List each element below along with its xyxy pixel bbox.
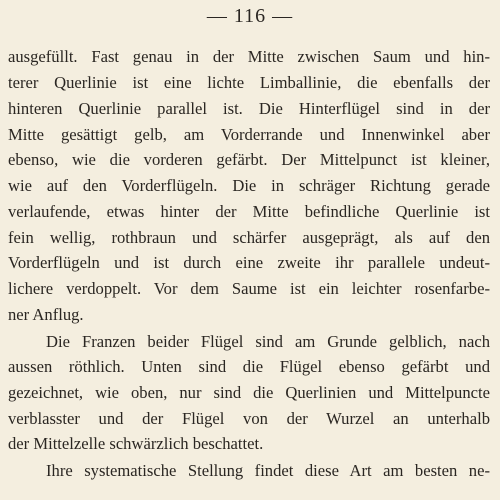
text-line: Ihre systematische Stellung findet diese Art am besten ne- — [46, 461, 490, 480]
text-line: ner Anflug. — [8, 305, 84, 324]
text-line: verblasster und der Flügel von der Wurzel an unterhalb — [8, 409, 490, 428]
text-line: hinteren Querlinie parallel ist. Die Hinterflügel sind in der — [8, 99, 490, 118]
text-line: Mitte gesättigt gelb, am Vorderrande und Innenwinkel aber — [8, 125, 490, 144]
text-line: gezeichnet, wie oben, nur sind die Querlinien und Mittelpuncte — [8, 383, 490, 402]
text-line: ausgefüllt. Fast genau in der Mitte zwischen Saum und hin- — [8, 47, 490, 66]
text-line: Die Franzen beider Flügel sind am Grunde gelblich, nach — [46, 332, 490, 351]
text-line: terer Querlinie ist eine lichte Limballinie, die ebenfalls der — [8, 73, 490, 92]
text-line: wie auf den Vorderflügeln. Die in schräger Richtung gerade — [8, 176, 490, 195]
text-line: ebenso, wie die vorderen gefärbt. Der Mittelpunct ist kleiner, — [8, 150, 490, 169]
text-line: aussen röthlich. Unten sind die Flügel ebenso gefärbt und — [8, 357, 490, 376]
text-line: verlaufende, etwas hinter der Mitte befindliche Querlinie ist — [8, 202, 490, 221]
text-line: fein wellig, rothbraun und schärfer ausgeprägt, als auf den — [8, 228, 490, 247]
text-line: der Mittelzelle schwärzlich beschattet. — [8, 434, 264, 453]
text-line: Vorderflügeln und ist durch eine zweite ihr parallele undeut- — [8, 253, 490, 272]
page-number-header: — 116 — — [206, 5, 294, 27]
text-line: lichere verdoppelt. Vor dem Saume ist ein leichter rosenfarbe- — [8, 279, 490, 298]
